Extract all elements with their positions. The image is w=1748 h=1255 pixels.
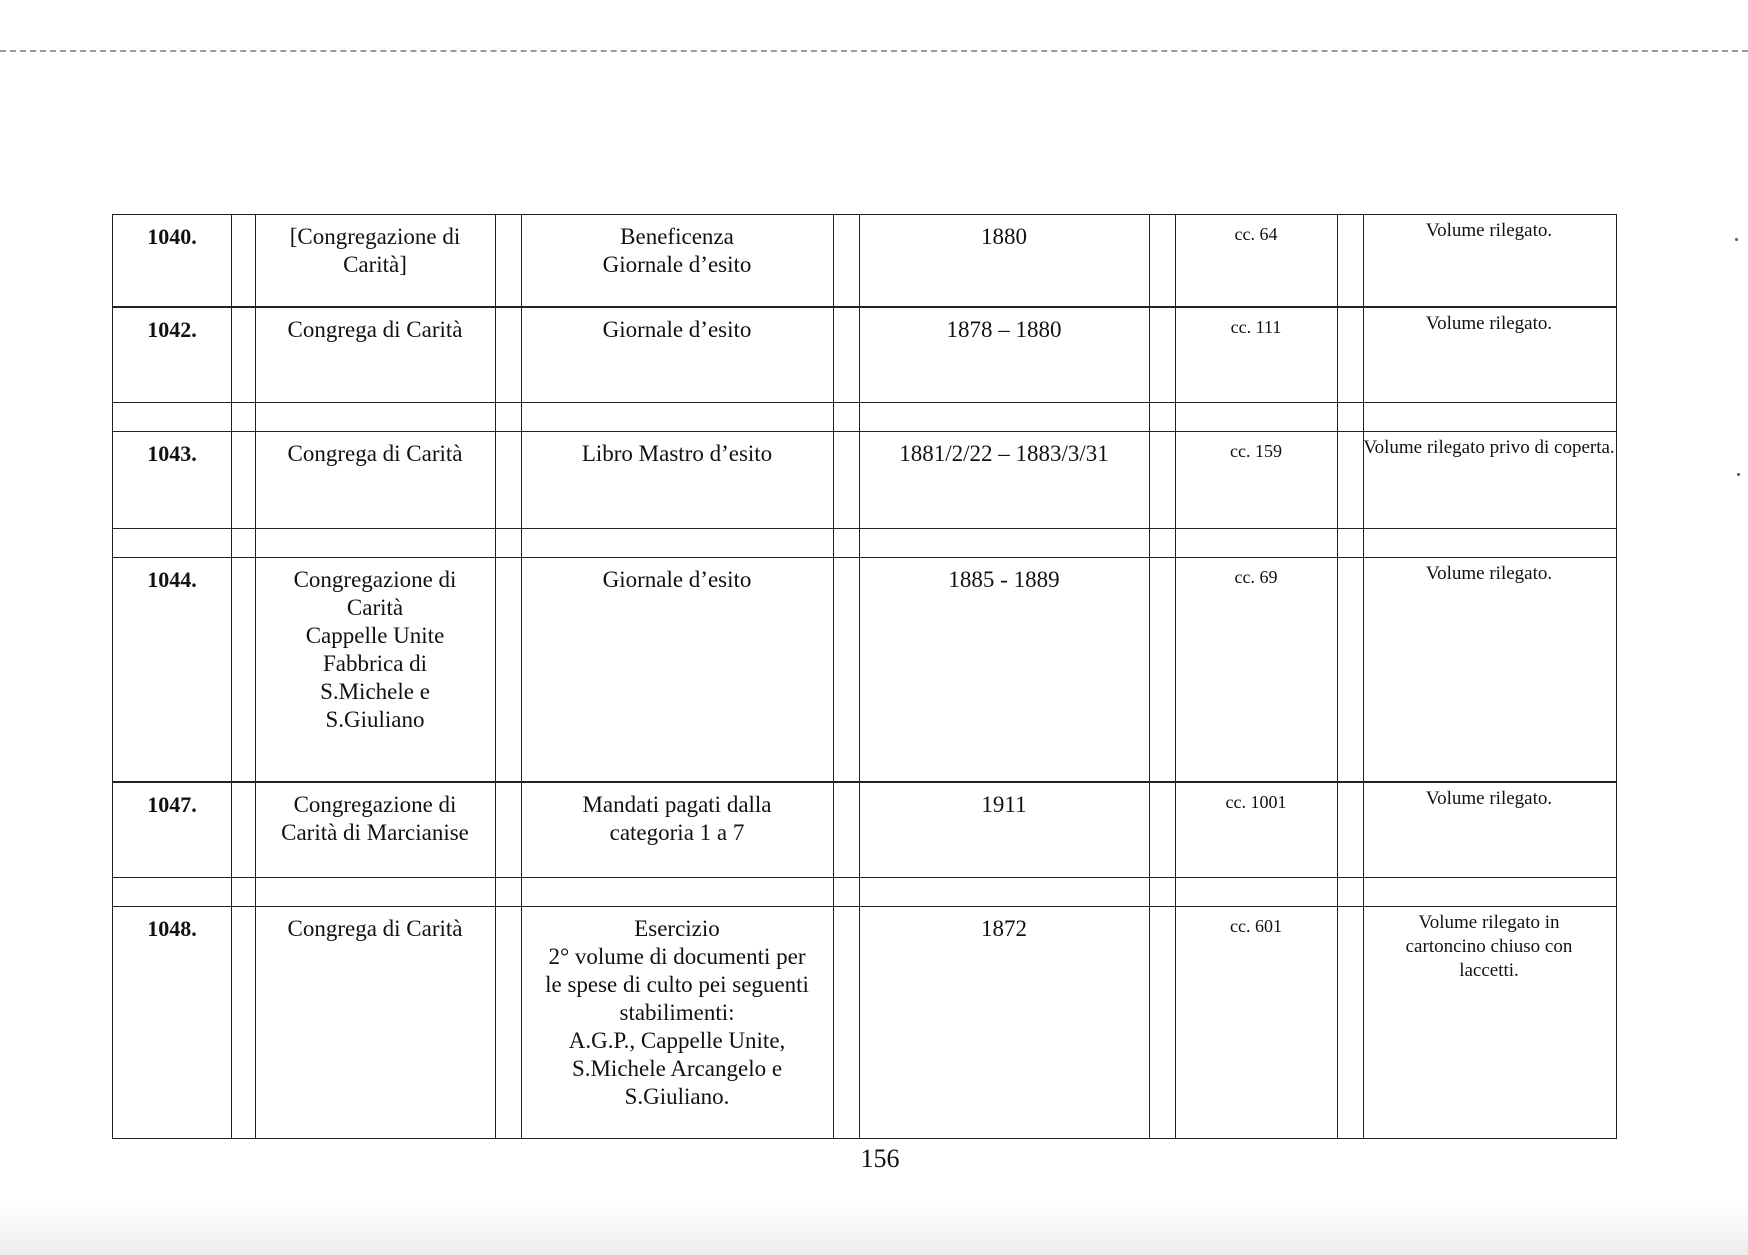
entity-name: Congrega di Carità bbox=[287, 441, 463, 466]
entry-number: 1044. bbox=[147, 567, 197, 592]
column-divider bbox=[495, 403, 496, 431]
table-row bbox=[112, 214, 1617, 307]
entity-name: Congregazione di Carità Cappelle Unite Fabbrica di S.Michele e S.Giuliano bbox=[293, 567, 457, 732]
column-divider bbox=[1337, 558, 1338, 781]
column-divider bbox=[1149, 558, 1150, 781]
column-divider bbox=[231, 403, 232, 431]
column-divider bbox=[495, 529, 496, 557]
scan-speck bbox=[1737, 473, 1740, 476]
column-divider bbox=[231, 432, 232, 528]
column-divider bbox=[1363, 403, 1364, 431]
column-divider bbox=[495, 308, 496, 402]
column-divider bbox=[521, 403, 522, 431]
column-divider bbox=[1363, 878, 1364, 906]
column-divider bbox=[255, 529, 256, 557]
column-divider bbox=[1149, 432, 1150, 528]
entry-number: 1042. bbox=[147, 317, 197, 342]
entity-name: [Congregazione di Carità] bbox=[289, 224, 461, 277]
sheet-count: cc. 159 bbox=[1230, 441, 1282, 461]
entity-name: Congrega di Carità bbox=[287, 317, 463, 342]
column-divider bbox=[231, 907, 232, 1138]
column-divider bbox=[833, 403, 834, 431]
column-divider bbox=[833, 308, 834, 402]
column-divider bbox=[231, 878, 232, 906]
record-title: Libro Mastro d’esito bbox=[581, 441, 773, 466]
record-note: Volume rilegato. bbox=[1425, 220, 1553, 241]
column-divider bbox=[859, 529, 860, 557]
record-title: Esercizio 2° volume di documenti per le spese di culto pei seguenti stabilimenti: A.G.P., Cappelle Unite, S.Michele Arcangelo e S.Giuliano. bbox=[545, 916, 809, 1109]
column-divider bbox=[521, 878, 522, 906]
record-date: 1881/2/22 – 1883/3/31 bbox=[899, 441, 1109, 466]
record-title: Giornale d’esito bbox=[602, 567, 752, 592]
column-divider bbox=[1149, 308, 1150, 402]
column-divider bbox=[231, 215, 232, 306]
column-divider bbox=[1337, 783, 1338, 877]
sheet-count: cc. 601 bbox=[1230, 916, 1282, 936]
column-divider bbox=[495, 878, 496, 906]
column-divider bbox=[1337, 907, 1338, 1138]
column-divider bbox=[833, 878, 834, 906]
table-row bbox=[112, 557, 1617, 782]
entry-number: 1047. bbox=[147, 792, 197, 817]
row-spacer bbox=[112, 878, 1617, 906]
row-spacer bbox=[112, 403, 1617, 431]
entry-number: 1043. bbox=[147, 441, 197, 466]
table-row bbox=[112, 782, 1617, 878]
column-divider bbox=[1337, 878, 1338, 906]
entry-number: 1040. bbox=[147, 224, 197, 249]
entry-number: 1048. bbox=[147, 916, 197, 941]
column-divider bbox=[255, 878, 256, 906]
scan-shading bbox=[0, 1205, 1748, 1255]
sheet-count: cc. 1001 bbox=[1225, 792, 1287, 812]
sheet-count: cc. 69 bbox=[1234, 567, 1278, 587]
sheet-count: cc. 64 bbox=[1234, 224, 1278, 244]
column-divider bbox=[495, 907, 496, 1138]
record-title: Beneficenza Giornale d’esito bbox=[602, 224, 752, 277]
column-divider bbox=[1337, 215, 1338, 306]
column-divider bbox=[231, 529, 232, 557]
entity-name: Congregazione di Carità di Marcianise bbox=[281, 792, 469, 845]
sheet-count: cc. 111 bbox=[1230, 317, 1282, 337]
column-divider bbox=[495, 558, 496, 781]
page-number: 156 bbox=[860, 1144, 900, 1173]
column-divider bbox=[495, 432, 496, 528]
column-divider bbox=[255, 403, 256, 431]
column-divider bbox=[1363, 529, 1364, 557]
row-spacer bbox=[112, 529, 1617, 557]
column-divider bbox=[231, 783, 232, 877]
table-row bbox=[112, 906, 1617, 1139]
record-note: Volume rilegato. bbox=[1425, 788, 1553, 809]
scan-speck bbox=[1735, 238, 1738, 241]
column-divider bbox=[1337, 529, 1338, 557]
column-divider bbox=[833, 783, 834, 877]
column-divider bbox=[833, 432, 834, 528]
record-note: Volume rilegato privo di coperta. bbox=[1363, 437, 1615, 458]
column-divider bbox=[833, 529, 834, 557]
entity-name: Congrega di Carità bbox=[287, 916, 463, 941]
column-divider bbox=[833, 215, 834, 306]
column-divider bbox=[833, 558, 834, 781]
column-divider bbox=[495, 783, 496, 877]
column-divider bbox=[859, 403, 860, 431]
record-date: 1878 – 1880 bbox=[946, 317, 1062, 342]
record-date: 1872 bbox=[981, 916, 1027, 941]
column-divider bbox=[833, 907, 834, 1138]
column-divider bbox=[1149, 907, 1150, 1138]
column-divider bbox=[1149, 403, 1150, 431]
column-divider bbox=[521, 529, 522, 557]
column-divider bbox=[1337, 432, 1338, 528]
top-dashed-border bbox=[0, 50, 1748, 52]
column-divider bbox=[1149, 878, 1150, 906]
column-divider bbox=[1337, 403, 1338, 431]
record-title: Giornale d’esito bbox=[602, 317, 752, 342]
record-date: 1885 - 1889 bbox=[948, 567, 1060, 592]
record-note: Volume rilegato. bbox=[1425, 313, 1553, 334]
column-divider bbox=[231, 308, 232, 402]
column-divider bbox=[495, 215, 496, 306]
column-divider bbox=[231, 558, 232, 781]
table-row bbox=[112, 431, 1617, 529]
record-note: Volume rilegato in cartoncino chiuso con laccetti. bbox=[1405, 912, 1573, 981]
column-divider bbox=[1175, 529, 1176, 557]
column-divider bbox=[1149, 783, 1150, 877]
column-divider bbox=[1337, 308, 1338, 402]
column-divider bbox=[1149, 529, 1150, 557]
column-divider bbox=[1175, 878, 1176, 906]
column-divider bbox=[1149, 215, 1150, 306]
record-note: Volume rilegato. bbox=[1425, 563, 1553, 584]
record-date: 1880 bbox=[981, 224, 1027, 249]
column-divider bbox=[1175, 403, 1176, 431]
record-title: Mandati pagati dalla categoria 1 a 7 bbox=[582, 792, 772, 845]
record-date: 1911 bbox=[981, 792, 1027, 817]
table-row bbox=[112, 307, 1617, 403]
column-divider bbox=[859, 878, 860, 906]
